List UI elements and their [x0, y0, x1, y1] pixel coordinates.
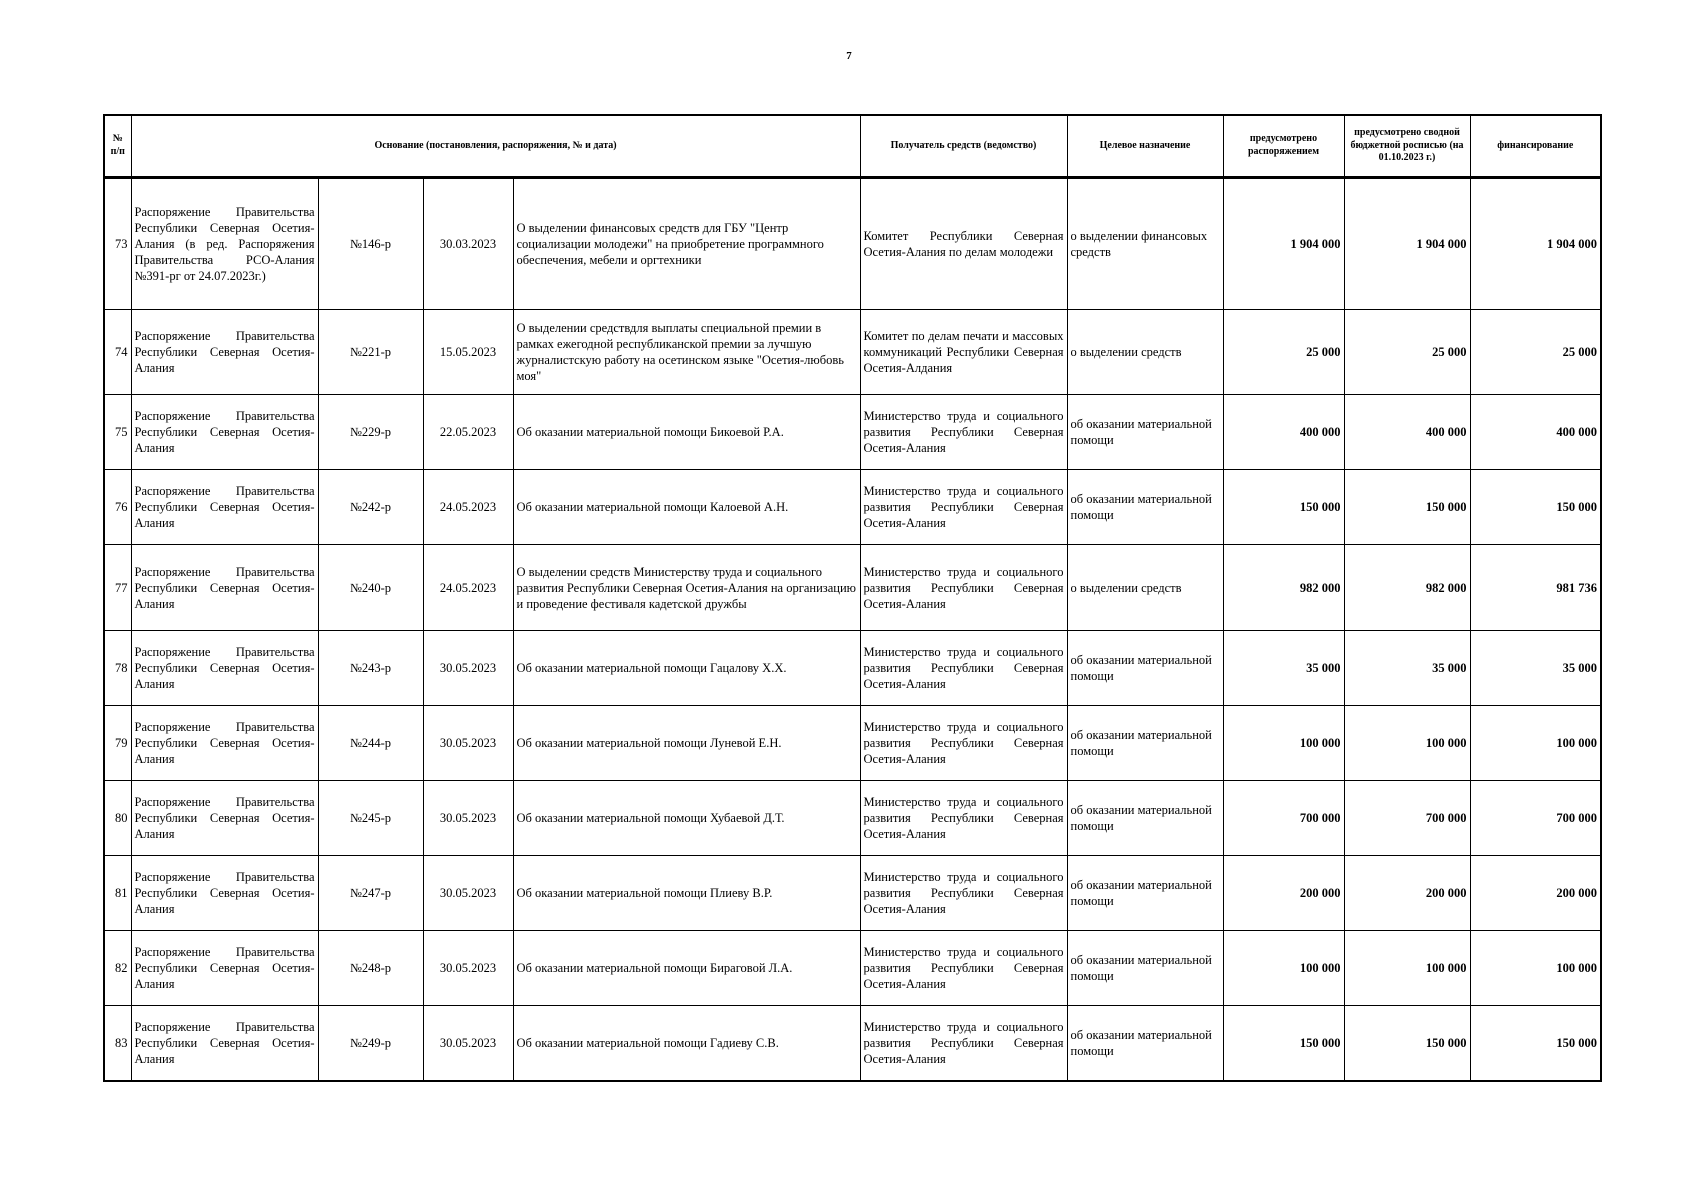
- purpose-cell: об оказании материальной помощи: [1067, 706, 1223, 781]
- planned-budget-cell: 100 000: [1344, 931, 1470, 1006]
- planned-budget-cell: 200 000: [1344, 856, 1470, 931]
- basis-cell: Распоряжение Правительства Республики Северная Осетия-Алания: [131, 544, 318, 630]
- description-cell: О выделении средств Министерству труда и социального развития Республики Северная Осетия-Алания на организацию и проведение фестиваля кадетской дружбы: [513, 544, 860, 630]
- financing-cell: 200 000: [1470, 856, 1601, 931]
- date-cell: 30.05.2023: [423, 781, 513, 856]
- row-number: 79: [104, 706, 131, 781]
- purpose-cell: о выделении финансовых средств: [1067, 178, 1223, 310]
- row-number: 83: [104, 1006, 131, 1081]
- financing-cell: 150 000: [1470, 469, 1601, 544]
- table-row: [104, 544, 1601, 630]
- doc-number-cell: №245-р: [318, 781, 423, 856]
- purpose-cell: об оказании материальной помощи: [1067, 856, 1223, 931]
- planned-budget-cell: 150 000: [1344, 469, 1470, 544]
- purpose-cell: об оказании материальной помощи: [1067, 469, 1223, 544]
- date-cell: 30.05.2023: [423, 631, 513, 706]
- doc-number-cell: №221-р: [318, 309, 423, 394]
- planned-order-cell: 982 000: [1223, 544, 1344, 630]
- description-cell: Об оказании материальной помощи Хубаевой Д.Т.: [513, 781, 860, 856]
- date-cell: 30.05.2023: [423, 1006, 513, 1081]
- header-num: № п/п: [104, 115, 131, 178]
- basis-cell: Распоряжение Правительства Республики Северная Осетия-Алания: [131, 309, 318, 394]
- recipient-cell: Министерство труда и социального развития Республики Северная Осетия-Алания: [860, 544, 1067, 630]
- recipient-cell: Министерство труда и социального развития Республики Северная Осетия-Алания: [860, 781, 1067, 856]
- header-purpose: Целевое назначение: [1067, 115, 1223, 178]
- basis-cell: Распоряжение Правительства Республики Северная Осетия-Алания (в ред. Распоряжения Правительства РСО-Алания №391-рг от 24.07.2023г.): [131, 178, 318, 310]
- financing-cell: 700 000: [1470, 781, 1601, 856]
- table-row: [104, 856, 1601, 931]
- financing-cell: 25 000: [1470, 309, 1601, 394]
- date-cell: 22.05.2023: [423, 394, 513, 469]
- description-cell: Об оказании материальной помощи Плиеву В.Р.: [513, 856, 860, 931]
- row-number: 76: [104, 469, 131, 544]
- appropriations-table: [103, 114, 1602, 1082]
- doc-number-cell: №248-р: [318, 931, 423, 1006]
- table-header-row: [104, 115, 1601, 178]
- recipient-cell: Министерство труда и социального развития Республики Северная Осетия-Алания: [860, 1006, 1067, 1081]
- description-cell: Об оказании материальной помощи Бикоевой Р.А.: [513, 394, 860, 469]
- planned-budget-cell: 982 000: [1344, 544, 1470, 630]
- recipient-cell: Комитет по делам печати и массовых коммуникаций Республики Северная Осетия-Алдания: [860, 309, 1067, 394]
- table-row: [104, 781, 1601, 856]
- table-row: [104, 631, 1601, 706]
- purpose-cell: об оказании материальной помощи: [1067, 631, 1223, 706]
- doc-number-cell: №244-р: [318, 706, 423, 781]
- description-cell: О выделении средствдля выплаты специальной премии в рамках ежегодной республиканской премии за лучшую журналистскую работу на осетинском языке "Осетия-любовь моя": [513, 309, 860, 394]
- purpose-cell: о выделении средств: [1067, 544, 1223, 630]
- recipient-cell: Министерство труда и социального развития Республики Северная Осетия-Алания: [860, 856, 1067, 931]
- row-number: 77: [104, 544, 131, 630]
- recipient-cell: Министерство труда и социального развития Республики Северная Осетия-Алания: [860, 931, 1067, 1006]
- financing-cell: 150 000: [1470, 1006, 1601, 1081]
- basis-cell: Распоряжение Правительства Республики Северная Осетия-Алания: [131, 631, 318, 706]
- table-row: [104, 178, 1601, 310]
- planned-order-cell: 700 000: [1223, 781, 1344, 856]
- basis-cell: Распоряжение Правительства Республики Северная Осетия-Алания: [131, 706, 318, 781]
- row-number: 82: [104, 931, 131, 1006]
- planned-order-cell: 200 000: [1223, 856, 1344, 931]
- basis-cell: Распоряжение Правительства Республики Северная Осетия-Алания: [131, 469, 318, 544]
- header-financing: финансирование: [1470, 115, 1601, 178]
- basis-cell: Распоряжение Правительства Республики Северная Осетия-Алания: [131, 856, 318, 931]
- doc-number-cell: №242-р: [318, 469, 423, 544]
- date-cell: 30.05.2023: [423, 706, 513, 781]
- purpose-cell: об оказании материальной помощи: [1067, 931, 1223, 1006]
- description-cell: О выделении финансовых средств для ГБУ "Центр социализации молодежи" на приобретение программного обеспечения, мебели и оргтехники: [513, 178, 860, 310]
- doc-number-cell: №240-р: [318, 544, 423, 630]
- table-row: [104, 394, 1601, 469]
- header-basis: Основание (постановления, распоряжения, № и дата): [131, 115, 860, 178]
- description-cell: Об оказании материальной помощи Бираговой Л.А.: [513, 931, 860, 1006]
- date-cell: 30.05.2023: [423, 931, 513, 1006]
- financing-cell: 400 000: [1470, 394, 1601, 469]
- description-cell: Об оказании материальной помощи Луневой Е.Н.: [513, 706, 860, 781]
- planned-budget-cell: 1 904 000: [1344, 178, 1470, 310]
- planned-order-cell: 150 000: [1223, 1006, 1344, 1081]
- row-number: 74: [104, 309, 131, 394]
- purpose-cell: об оказании материальной помощи: [1067, 781, 1223, 856]
- recipient-cell: Министерство труда и социального развития Республики Северная Осетия-Алания: [860, 631, 1067, 706]
- planned-order-cell: 100 000: [1223, 706, 1344, 781]
- recipient-cell: Комитет Республики Северная Осетия-Алания по делам молодежи: [860, 178, 1067, 310]
- doc-number-cell: №243-р: [318, 631, 423, 706]
- planned-budget-cell: 25 000: [1344, 309, 1470, 394]
- row-number: 81: [104, 856, 131, 931]
- doc-number-cell: №249-р: [318, 1006, 423, 1081]
- table-row: [104, 469, 1601, 544]
- doc-number-cell: №146-р: [318, 178, 423, 310]
- header-planned-budget: предусмотрено сводной бюджетной росписью (на 01.10.2023 г.): [1344, 115, 1470, 178]
- planned-order-cell: 100 000: [1223, 931, 1344, 1006]
- row-number: 75: [104, 394, 131, 469]
- recipient-cell: Министерство труда и социального развития Республики Северная Осетия-Алания: [860, 469, 1067, 544]
- header-recipient: Получатель средств (ведомство): [860, 115, 1067, 178]
- financing-cell: 35 000: [1470, 631, 1601, 706]
- doc-number-cell: №247-р: [318, 856, 423, 931]
- doc-number-cell: №229-р: [318, 394, 423, 469]
- planned-order-cell: 1 904 000: [1223, 178, 1344, 310]
- description-cell: Об оказании материальной помощи Гацалову Х.Х.: [513, 631, 860, 706]
- recipient-cell: Министерство труда и социального развития Республики Северная Осетия-Алания: [860, 706, 1067, 781]
- basis-cell: Распоряжение Правительства Республики Северная Осетия-Алания: [131, 1006, 318, 1081]
- table-row: [104, 309, 1601, 394]
- financing-cell: 100 000: [1470, 706, 1601, 781]
- planned-order-cell: 35 000: [1223, 631, 1344, 706]
- planned-budget-cell: 150 000: [1344, 1006, 1470, 1081]
- planned-order-cell: 150 000: [1223, 469, 1344, 544]
- date-cell: 30.05.2023: [423, 856, 513, 931]
- purpose-cell: об оказании материальной помощи: [1067, 394, 1223, 469]
- header-planned-order: предусмотрено распоряжением: [1223, 115, 1344, 178]
- purpose-cell: об оказании материальной помощи: [1067, 1006, 1223, 1081]
- basis-cell: Распоряжение Правительства Республики Северная Осетия-Алания: [131, 394, 318, 469]
- financing-cell: 100 000: [1470, 931, 1601, 1006]
- date-cell: 30.03.2023: [423, 178, 513, 310]
- basis-cell: Распоряжение Правительства Республики Северная Осетия-Алания: [131, 781, 318, 856]
- planned-budget-cell: 700 000: [1344, 781, 1470, 856]
- description-cell: Об оказании материальной помощи Калоевой А.Н.: [513, 469, 860, 544]
- recipient-cell: Министерство труда и социального развития Республики Северная Осетия-Алания: [860, 394, 1067, 469]
- table-row: [104, 706, 1601, 781]
- purpose-cell: о выделении средств: [1067, 309, 1223, 394]
- row-number: 73: [104, 178, 131, 310]
- row-number: 80: [104, 781, 131, 856]
- planned-order-cell: 400 000: [1223, 394, 1344, 469]
- date-cell: 24.05.2023: [423, 469, 513, 544]
- financing-cell: 1 904 000: [1470, 178, 1601, 310]
- planned-budget-cell: 400 000: [1344, 394, 1470, 469]
- planned-budget-cell: 100 000: [1344, 706, 1470, 781]
- page-number: 7: [846, 50, 852, 62]
- date-cell: 15.05.2023: [423, 309, 513, 394]
- planned-budget-cell: 35 000: [1344, 631, 1470, 706]
- basis-cell: Распоряжение Правительства Республики Северная Осетия-Алания: [131, 931, 318, 1006]
- table-row: [104, 931, 1601, 1006]
- table-row: [104, 1006, 1601, 1081]
- financing-cell: 981 736: [1470, 544, 1601, 630]
- row-number: 78: [104, 631, 131, 706]
- planned-order-cell: 25 000: [1223, 309, 1344, 394]
- description-cell: Об оказании материальной помощи Гадиеву С.В.: [513, 1006, 860, 1081]
- date-cell: 24.05.2023: [423, 544, 513, 630]
